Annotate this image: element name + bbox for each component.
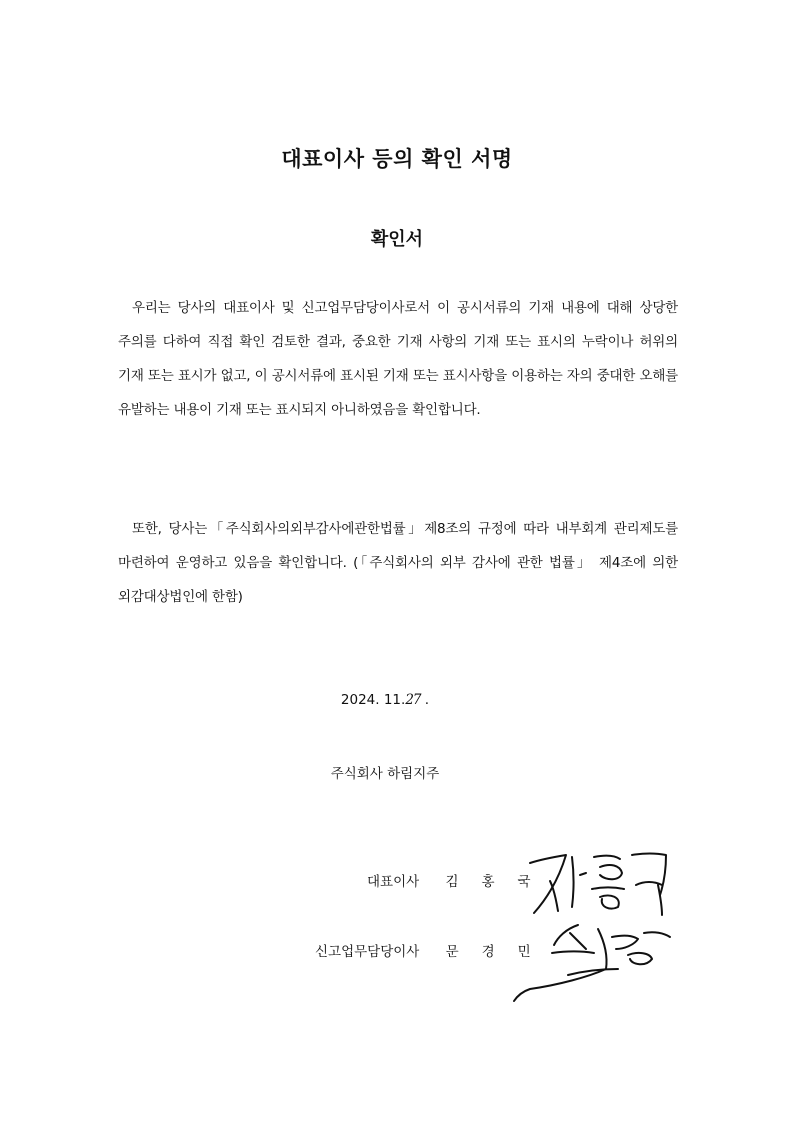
document-date [0, 692, 770, 708]
company-name: 주식회사 하림지주 [330, 766, 440, 782]
signer-role: 신고업무담당이사 [315, 944, 420, 960]
officer-signature [508, 915, 678, 1005]
ceo-signature [520, 845, 680, 920]
document-subtitle: 확인서 [370, 229, 424, 250]
date-prefix: 2024. 11. [340, 692, 406, 708]
signer-name: 김 홍 국 [445, 874, 531, 890]
date-day-handwritten: 27 [405, 692, 421, 708]
signer-role: 대표이사 [367, 874, 420, 890]
internal-control-paragraph: 또한, 당사는「주식회사의외부감사에관한법률」제8조의 규정에 따라 내부회계 관리제도를 마련하여 운영하고 있음을 확인합니다. (「주식회사의 외부 감사에 관한 법률」 제4조에 의한 외감대상법인에 한함) [118, 521, 678, 605]
signer-name: 문 경 민 [445, 944, 531, 960]
document-title: 대표이사 등의 확인 서명 [281, 147, 513, 171]
confirmation-paragraph: 우리는 당사의 대표이사 및 신고업무담당이사로서 이 공시서류의 기재 내용에 대해 상당한 주의를 다하여 직접 확인 검토한 결과, 중요한 기재 사항의 기재 또는 표시의 누락이나 허위의 기재 또는 표시가 없고, 이 공시서류에 표시된 기재 또는 표시사항을 이용하는 자의 중대한 오해를 유발하는 내용이 기재 또는 표시되지 아니하였음을 확인합니다. [118, 300, 678, 418]
date-suffix: . [420, 692, 430, 708]
